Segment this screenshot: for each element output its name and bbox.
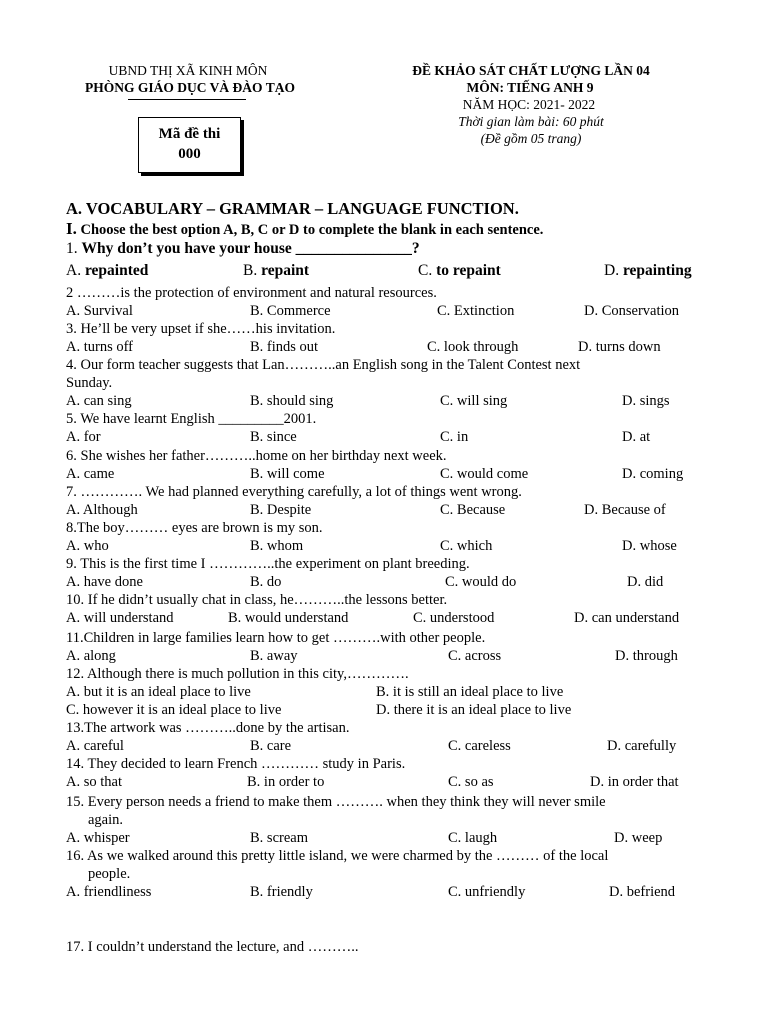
answer-option[interactable] — [448, 773, 494, 791]
subject-name: MÔN: TIẾNG ANH 9 — [466, 80, 594, 95]
answer-option[interactable] — [66, 829, 130, 847]
answer-option[interactable] — [250, 428, 297, 446]
question-text — [66, 793, 606, 811]
option-text: repaint — [261, 262, 310, 279]
option-letter: D. in order that — [590, 774, 679, 790]
question-number: 9. This is the first time I …………..the experiment on plant breeding. — [66, 556, 470, 572]
answer-option[interactable]: B. it is still an ideal place to live — [376, 684, 564, 700]
answer-option[interactable] — [66, 465, 114, 483]
answer-option[interactable] — [247, 773, 324, 791]
option-letter: D. turns down — [578, 339, 661, 355]
option-letter: C. Extinction — [437, 303, 515, 319]
option-letter: C. will sing — [440, 393, 508, 409]
answer-option[interactable] — [584, 501, 666, 519]
option-letter: A. can sing — [66, 393, 132, 409]
question-number: 8.The boy……… eyes are brown is my son. — [66, 520, 323, 536]
answer-option[interactable] — [584, 302, 679, 320]
option-letter: B. do — [250, 574, 282, 590]
page-count-note: (Đề gồm 05 trang) — [480, 131, 582, 146]
question-text — [66, 665, 409, 683]
option-letter: B. Despite — [250, 502, 312, 518]
question-text — [66, 938, 358, 956]
option-letter: B. will come — [250, 466, 325, 482]
question-text — [66, 755, 405, 773]
exam-code-box — [138, 117, 241, 173]
answer-option[interactable] — [622, 392, 670, 410]
option-letter: D. through — [615, 648, 678, 664]
answer-option[interactable] — [440, 537, 492, 555]
option-letter: C. would come — [440, 466, 529, 482]
answer-option[interactable] — [604, 262, 692, 280]
answer-option[interactable] — [440, 428, 468, 446]
option-letter: C. — [418, 262, 437, 279]
option-letter: B. should sing — [250, 393, 334, 409]
question-number: 11.Children in large families learn how to get ……….with other people. — [66, 630, 486, 646]
answer-option[interactable] — [448, 883, 525, 901]
question-text — [66, 519, 323, 537]
answer-option[interactable] — [622, 465, 683, 483]
option-letter: D. carefully — [607, 738, 677, 754]
option-letter: D. at — [622, 429, 651, 445]
option-letter: D. befriend — [609, 884, 676, 900]
option-letter: D. Conservation — [584, 303, 680, 319]
answer-option[interactable] — [250, 829, 308, 847]
option-letter: C. careless — [448, 738, 511, 754]
answer-option[interactable] — [590, 773, 679, 791]
answer-option[interactable] — [250, 647, 298, 665]
option-letter: B. in order to — [247, 774, 325, 790]
answer-option[interactable] — [578, 338, 661, 356]
option-letter: D. did — [627, 574, 664, 590]
option-letter: A. turns off — [66, 339, 133, 355]
answer-option[interactable] — [440, 465, 528, 483]
answer-option[interactable] — [250, 465, 325, 483]
option-letter: C. across — [448, 648, 502, 664]
question-number: 3. He’ll be very upset if she……his invitation. — [66, 321, 336, 337]
answer-option[interactable] — [66, 392, 132, 410]
option-letter: A. who — [66, 538, 109, 554]
option-letter: B. would understand — [228, 610, 349, 626]
option-letter: B. scream — [250, 830, 308, 846]
question-stem: Why don’t you have your house _______________? — [81, 240, 420, 257]
option-letter: B. care — [250, 738, 292, 754]
answer-option[interactable] — [250, 392, 333, 410]
answer-option[interactable] — [627, 573, 663, 591]
answer-option[interactable] — [448, 829, 497, 847]
answer-option[interactable] — [615, 647, 678, 665]
answer-option[interactable] — [66, 338, 133, 356]
option-letter: D. whose — [622, 538, 677, 554]
option-letter: B. — [243, 262, 262, 279]
question-number: Sunday. — [66, 375, 113, 391]
answer-option[interactable] — [574, 609, 679, 627]
part-instruction: Choose the best option A, B, C or D to complete the blank in each sentence. — [76, 222, 544, 238]
question-text — [66, 591, 447, 609]
option-letter: C. would do — [445, 574, 517, 590]
answer-option[interactable] — [440, 501, 505, 519]
question-text — [88, 865, 130, 883]
question-number: 5. We have learnt English _________2001. — [66, 411, 317, 427]
option-letter: A. have done — [66, 574, 143, 590]
question-text — [66, 240, 420, 258]
answer-option[interactable] — [445, 573, 516, 591]
option-letter: A. came — [66, 466, 115, 482]
answer-option[interactable]: C. however it is an ideal place to live — [66, 702, 282, 718]
exam-title: ĐỀ KHẢO SÁT CHẤT LƯỢNG LẦN 04 — [412, 63, 650, 78]
answer-option[interactable] — [66, 647, 116, 665]
option-letter: B. since — [250, 429, 297, 445]
question-number: 13.The artwork was ………..done by the artisan. — [66, 720, 350, 736]
option-text: to repaint — [436, 262, 501, 279]
answer-option[interactable] — [66, 883, 151, 901]
question-number: people. — [88, 866, 131, 882]
answer-option[interactable] — [418, 262, 501, 280]
answer-option[interactable] — [250, 537, 303, 555]
answer-option[interactable] — [622, 537, 677, 555]
option-letter: B. away — [250, 648, 298, 664]
question-text — [66, 284, 437, 302]
answer-option[interactable] — [427, 338, 518, 356]
answer-option[interactable] — [250, 573, 281, 591]
answer-option[interactable] — [448, 647, 501, 665]
question-number: 12. Although there is much pollution in this city,…………. — [66, 666, 409, 682]
question-text — [66, 555, 470, 573]
answer-option[interactable] — [66, 609, 174, 627]
answer-option[interactable] — [228, 609, 348, 627]
option-letter: C. in — [440, 429, 469, 445]
option-letter: B. finds out — [250, 339, 319, 355]
exam-duration: Thời gian làm bài: 60 phút — [458, 114, 604, 129]
question-text — [66, 320, 335, 338]
option-letter: C. understood — [413, 610, 495, 626]
answer-option[interactable] — [66, 262, 148, 280]
option-letter: C. laugh — [448, 830, 498, 846]
option-letter: A. Survival — [66, 303, 133, 319]
question-text — [66, 483, 522, 501]
exam-code-label: Mã đề thi — [158, 126, 221, 142]
option-letter: C. which — [440, 538, 493, 554]
question-text — [66, 719, 350, 737]
option-letter: B. whom — [250, 538, 304, 554]
answer-option[interactable] — [437, 302, 514, 320]
option-text: repainting — [622, 262, 692, 279]
answer-option[interactable] — [607, 737, 676, 755]
question-number: 7. …………. We had planned everything carefully, a lot of things went wrong. — [66, 484, 522, 500]
question-number: 6. She wishes her father………..home on her birthday next week. — [66, 448, 447, 464]
answer-option[interactable]: D. there it is an ideal place to live — [376, 702, 572, 718]
option-letter: B. friendly — [250, 884, 313, 900]
option-letter: A. along — [66, 648, 116, 664]
answer-option[interactable] — [66, 302, 133, 320]
option-letter: D. coming — [622, 466, 684, 482]
answer-option[interactable] — [609, 883, 675, 901]
option-letter: D. Because of — [584, 502, 666, 518]
question-number: 15. Every person needs a friend to make them ………. when they think they will never smile — [66, 794, 606, 810]
part-numeral: I. — [66, 219, 77, 238]
answer-option[interactable] — [66, 428, 101, 446]
question-text — [66, 447, 447, 465]
option-letter: A. will understand — [66, 610, 174, 626]
department-name: PHÒNG GIÁO DỤC VÀ ĐÀO TẠO — [85, 80, 295, 95]
option-letter: D. — [604, 262, 623, 279]
answer-option[interactable] — [448, 737, 511, 755]
answer-option[interactable] — [243, 262, 309, 280]
option-letter: A. Although — [66, 502, 138, 518]
question-number: 14. They decided to learn French ………… study in Paris. — [66, 756, 406, 772]
section-title: A. VOCABULARY – GRAMMAR – LANGUAGE FUNCTION. — [66, 199, 519, 218]
question-text — [88, 811, 123, 829]
option-letter: B. Commerce — [250, 303, 331, 319]
school-year: NĂM HỌC: 2021- 2022 — [462, 97, 596, 112]
option-letter: D. sings — [622, 393, 670, 409]
question-text — [66, 629, 485, 647]
exam-code-value: 000 — [178, 146, 201, 162]
option-letter: A. — [66, 262, 85, 279]
answer-option[interactable] — [250, 501, 311, 519]
question-text — [66, 410, 316, 428]
question-number: 2 ………is the protection of environment and natural resources. — [66, 285, 437, 301]
answer-option[interactable] — [440, 392, 507, 410]
question-text — [66, 374, 112, 392]
answer-option[interactable] — [66, 737, 124, 755]
answer-option[interactable] — [66, 573, 143, 591]
option-letter: A. careful — [66, 738, 124, 754]
answer-option[interactable] — [66, 537, 109, 555]
answer-option[interactable] — [66, 501, 138, 519]
answer-option[interactable] — [413, 609, 494, 627]
option-letter: C. so as — [448, 774, 494, 790]
question-number: 16. As we walked around this pretty little island, we were charmed by the ……… of the local — [66, 848, 609, 864]
option-letter: C. look through — [427, 339, 519, 355]
question-number: 10. If he didn’t usually chat in class, he………..the lessons better. — [66, 592, 448, 608]
answer-option[interactable] — [250, 737, 291, 755]
question-text — [66, 847, 608, 865]
question-number: 4. Our form teacher suggests that Lan………..an English song in the Talent Contest next — [66, 357, 581, 373]
option-letter: A. for — [66, 429, 101, 445]
answer-option[interactable] — [614, 829, 662, 847]
header-underline — [128, 99, 246, 100]
question-number: again. — [88, 812, 124, 828]
option-text: repainted — [84, 262, 149, 279]
district-name: UBND THỊ XÃ KINH MÔN — [108, 63, 268, 78]
option-letter: D. weep — [614, 830, 663, 846]
part-heading — [66, 220, 543, 239]
answer-option[interactable] — [66, 773, 122, 791]
question-text — [66, 356, 704, 374]
answer-option[interactable]: A. but it is an ideal place to live — [66, 684, 251, 700]
option-letter: A. friendliness — [66, 884, 152, 900]
answer-option[interactable] — [250, 338, 318, 356]
option-letter: C. unfriendly — [448, 884, 526, 900]
answer-option[interactable] — [250, 302, 331, 320]
question-number: 1. — [66, 240, 82, 257]
option-letter: A. whisper — [66, 830, 130, 846]
question-number: 17. I couldn’t understand the lecture, and ……….. — [66, 939, 359, 955]
option-letter: D. can understand — [574, 610, 680, 626]
answer-option[interactable] — [622, 428, 650, 446]
answer-option[interactable] — [250, 883, 313, 901]
option-letter: A. so that — [66, 774, 122, 790]
option-letter: C. Because — [440, 502, 506, 518]
